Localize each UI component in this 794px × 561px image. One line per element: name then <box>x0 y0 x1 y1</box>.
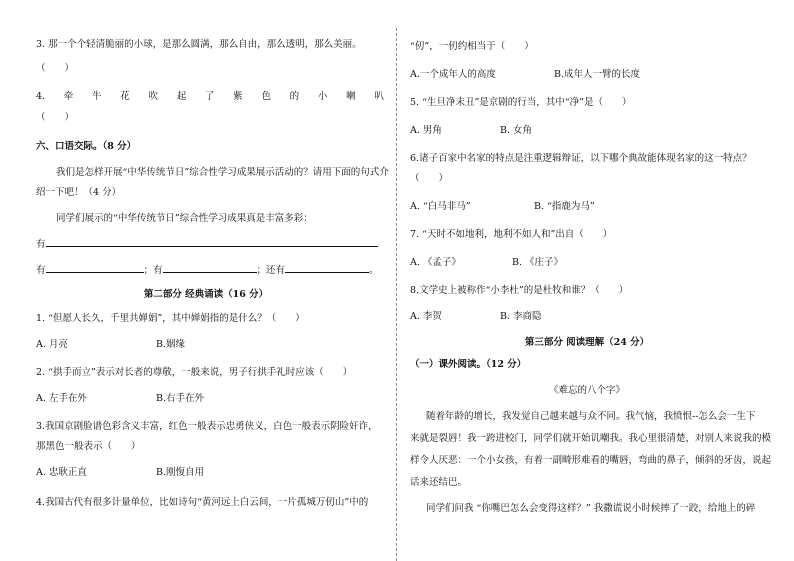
fill-end: 。 <box>369 265 379 276</box>
story-paragraph-1-line: 话来还结巴。 <box>410 477 468 488</box>
section-6-paragraph: 我们是怎样开展“中华传统节日”综合性学习成果展示活动的？请用下面的句式介 <box>56 167 389 178</box>
fill-label: 有 <box>36 265 46 276</box>
question-4-char: 色 <box>261 91 271 102</box>
question-8: 8.文学史上被称作“小李杜”的是杜牧和谁？（ ） <box>410 285 629 296</box>
question-7-option-b[interactable]: B. 《庄子》 <box>512 257 564 268</box>
question-4-char: 紫 <box>233 91 243 102</box>
story-paragraph-2: 同学们问我 “你嘴巴怎么会变得这样？” 我撒谎说小时候摔了一跤，给地上的碎 <box>426 503 756 514</box>
question-5-option-b[interactable]: B. 女角 <box>500 125 533 136</box>
part-2-question-1-option-a[interactable]: A. 月亮 <box>36 339 68 350</box>
question-4-char: 牛 <box>92 91 102 102</box>
left-column <box>28 0 389 561</box>
fill-separator: ；有 <box>143 265 163 276</box>
section-6-title: 六、口语交际。（8 分） <box>36 141 137 152</box>
part-3-title: 第三部分 阅读理解（24 分） <box>524 337 650 348</box>
question-3: 3. 那一个个轻清脆丽的小球，是那么圆满，那么自由，那么透明，那么美丽。 <box>36 39 362 50</box>
question-4-answer-paren[interactable]: （ ） <box>36 112 75 123</box>
section-6-prompt: 同学们展示的“中华传统节日”综合性学习成果真是丰富多彩： <box>56 213 313 224</box>
fill-line-2 <box>36 262 384 278</box>
question-6-option-b[interactable]: B. “指鹿为马” <box>534 201 595 212</box>
question-4-option-b[interactable]: B.成年人一臂的长度 <box>554 69 641 80</box>
question-4-char: 叭 <box>374 91 384 102</box>
part-2-question-2-option-b[interactable]: B.右手在外 <box>156 393 205 404</box>
question-4-char: 了 <box>204 91 215 102</box>
question-3-answer-paren[interactable]: （ ） <box>36 63 75 74</box>
question-8-option-b[interactable]: B. 李商隐 <box>500 311 542 322</box>
part-2-question-1-option-b[interactable]: B.姻缘 <box>156 339 186 350</box>
question-4 <box>36 90 384 104</box>
fill-line-1 <box>36 236 384 252</box>
fill-blank[interactable] <box>163 262 257 273</box>
question-5: 5. “生旦净末丑”是京剧的行当，其中“净”是（ ） <box>410 97 632 108</box>
question-8-option-a[interactable]: A. 李贺 <box>410 311 442 322</box>
question-4-char: 喇 <box>346 91 356 102</box>
story-title: 《难忘的八个字》 <box>548 385 625 396</box>
part-2-question-1: 1. “但愿人长久，千里共婵娟”，其中婵娟指的是什么？（ ） <box>36 313 305 324</box>
question-4-char: 起 <box>176 91 187 102</box>
question-5-option-a[interactable]: A. 男角 <box>410 125 442 136</box>
part-2-title: 第二部分 经典诵读（16 分） <box>143 289 269 300</box>
fill-blank[interactable] <box>46 236 378 247</box>
fill-separator: ；还有 <box>256 265 286 276</box>
part-2-question-3: 3.我国京剧脸谱色彩含义丰富，红色一般表示忠勇侠义，白色一般表示阴险奸诈， <box>36 421 378 432</box>
story-paragraph-1: 随着年龄的增长，我发觉自己越来越与众不同。我气恼，我愤恨--怎么会一生下 <box>426 411 756 422</box>
question-6-answer-paren[interactable]: （ ） <box>410 173 449 184</box>
story-paragraph-1-line: 样令人厌恶：一个小女孩，有着一副畸形难看的嘴唇，弯曲的鼻子，倾斜的牙齿，说起 <box>410 455 772 466</box>
part-2-question-3-option-a[interactable]: A. 忠耿正直 <box>36 467 87 478</box>
section-6-paragraph-cont: 绍一下吧！（4 分） <box>36 187 122 198</box>
question-4-char: 吹 <box>148 91 159 102</box>
part-2-question-2-option-a[interactable]: A. 左手在外 <box>36 393 87 404</box>
column-divider <box>396 28 397 561</box>
question-4-char: 的 <box>289 91 300 102</box>
part-2-question-2: 2. “拱手而立”表示对长者的尊敬，一般来说，男子行拱手礼时应该（ ） <box>36 367 353 378</box>
part-2-question-4: 4.我国古代有很多计量单位，比如诗句“黄河远上白云间，一片孤城万仞山”中的 <box>36 497 369 508</box>
question-4-char: 小 <box>317 91 328 102</box>
right-column <box>402 0 772 561</box>
fill-blank[interactable] <box>46 262 144 273</box>
subsection-title: （一）课外阅读。（12 分） <box>410 359 527 370</box>
fill-label: 有 <box>36 239 46 250</box>
question-6: 6.诸子百家中名家的特点是注重逻辑辩证，以下哪个典故能体现名家的这一特点？ <box>410 153 752 164</box>
question-4-number: 4. <box>36 91 46 102</box>
fill-blank[interactable] <box>285 262 369 273</box>
story-paragraph-1-line: 来就是裂唇！我一跨进校门，同学们就开始讥嘲我。我心里很清楚，对别人来说我的模 <box>410 433 772 444</box>
part-2-question-3-cont: 那黑色一般表示（ ） <box>36 441 141 452</box>
question-4-cont: “仞”，一仞约相当于（ ） <box>410 41 534 52</box>
question-4-char: 花 <box>120 91 130 102</box>
question-6-option-a[interactable]: A. “白马非马” <box>410 201 471 212</box>
question-4-char: 牵 <box>63 91 74 102</box>
part-2-question-3-option-b[interactable]: B.刚愎自用 <box>156 467 205 478</box>
question-7: 7. “天时不如地利，地利不如人和”出自（ ） <box>410 229 613 240</box>
question-4-option-a[interactable]: A.一个成年人的高度 <box>410 69 496 80</box>
question-7-option-a[interactable]: A. 《孟子》 <box>410 257 461 268</box>
